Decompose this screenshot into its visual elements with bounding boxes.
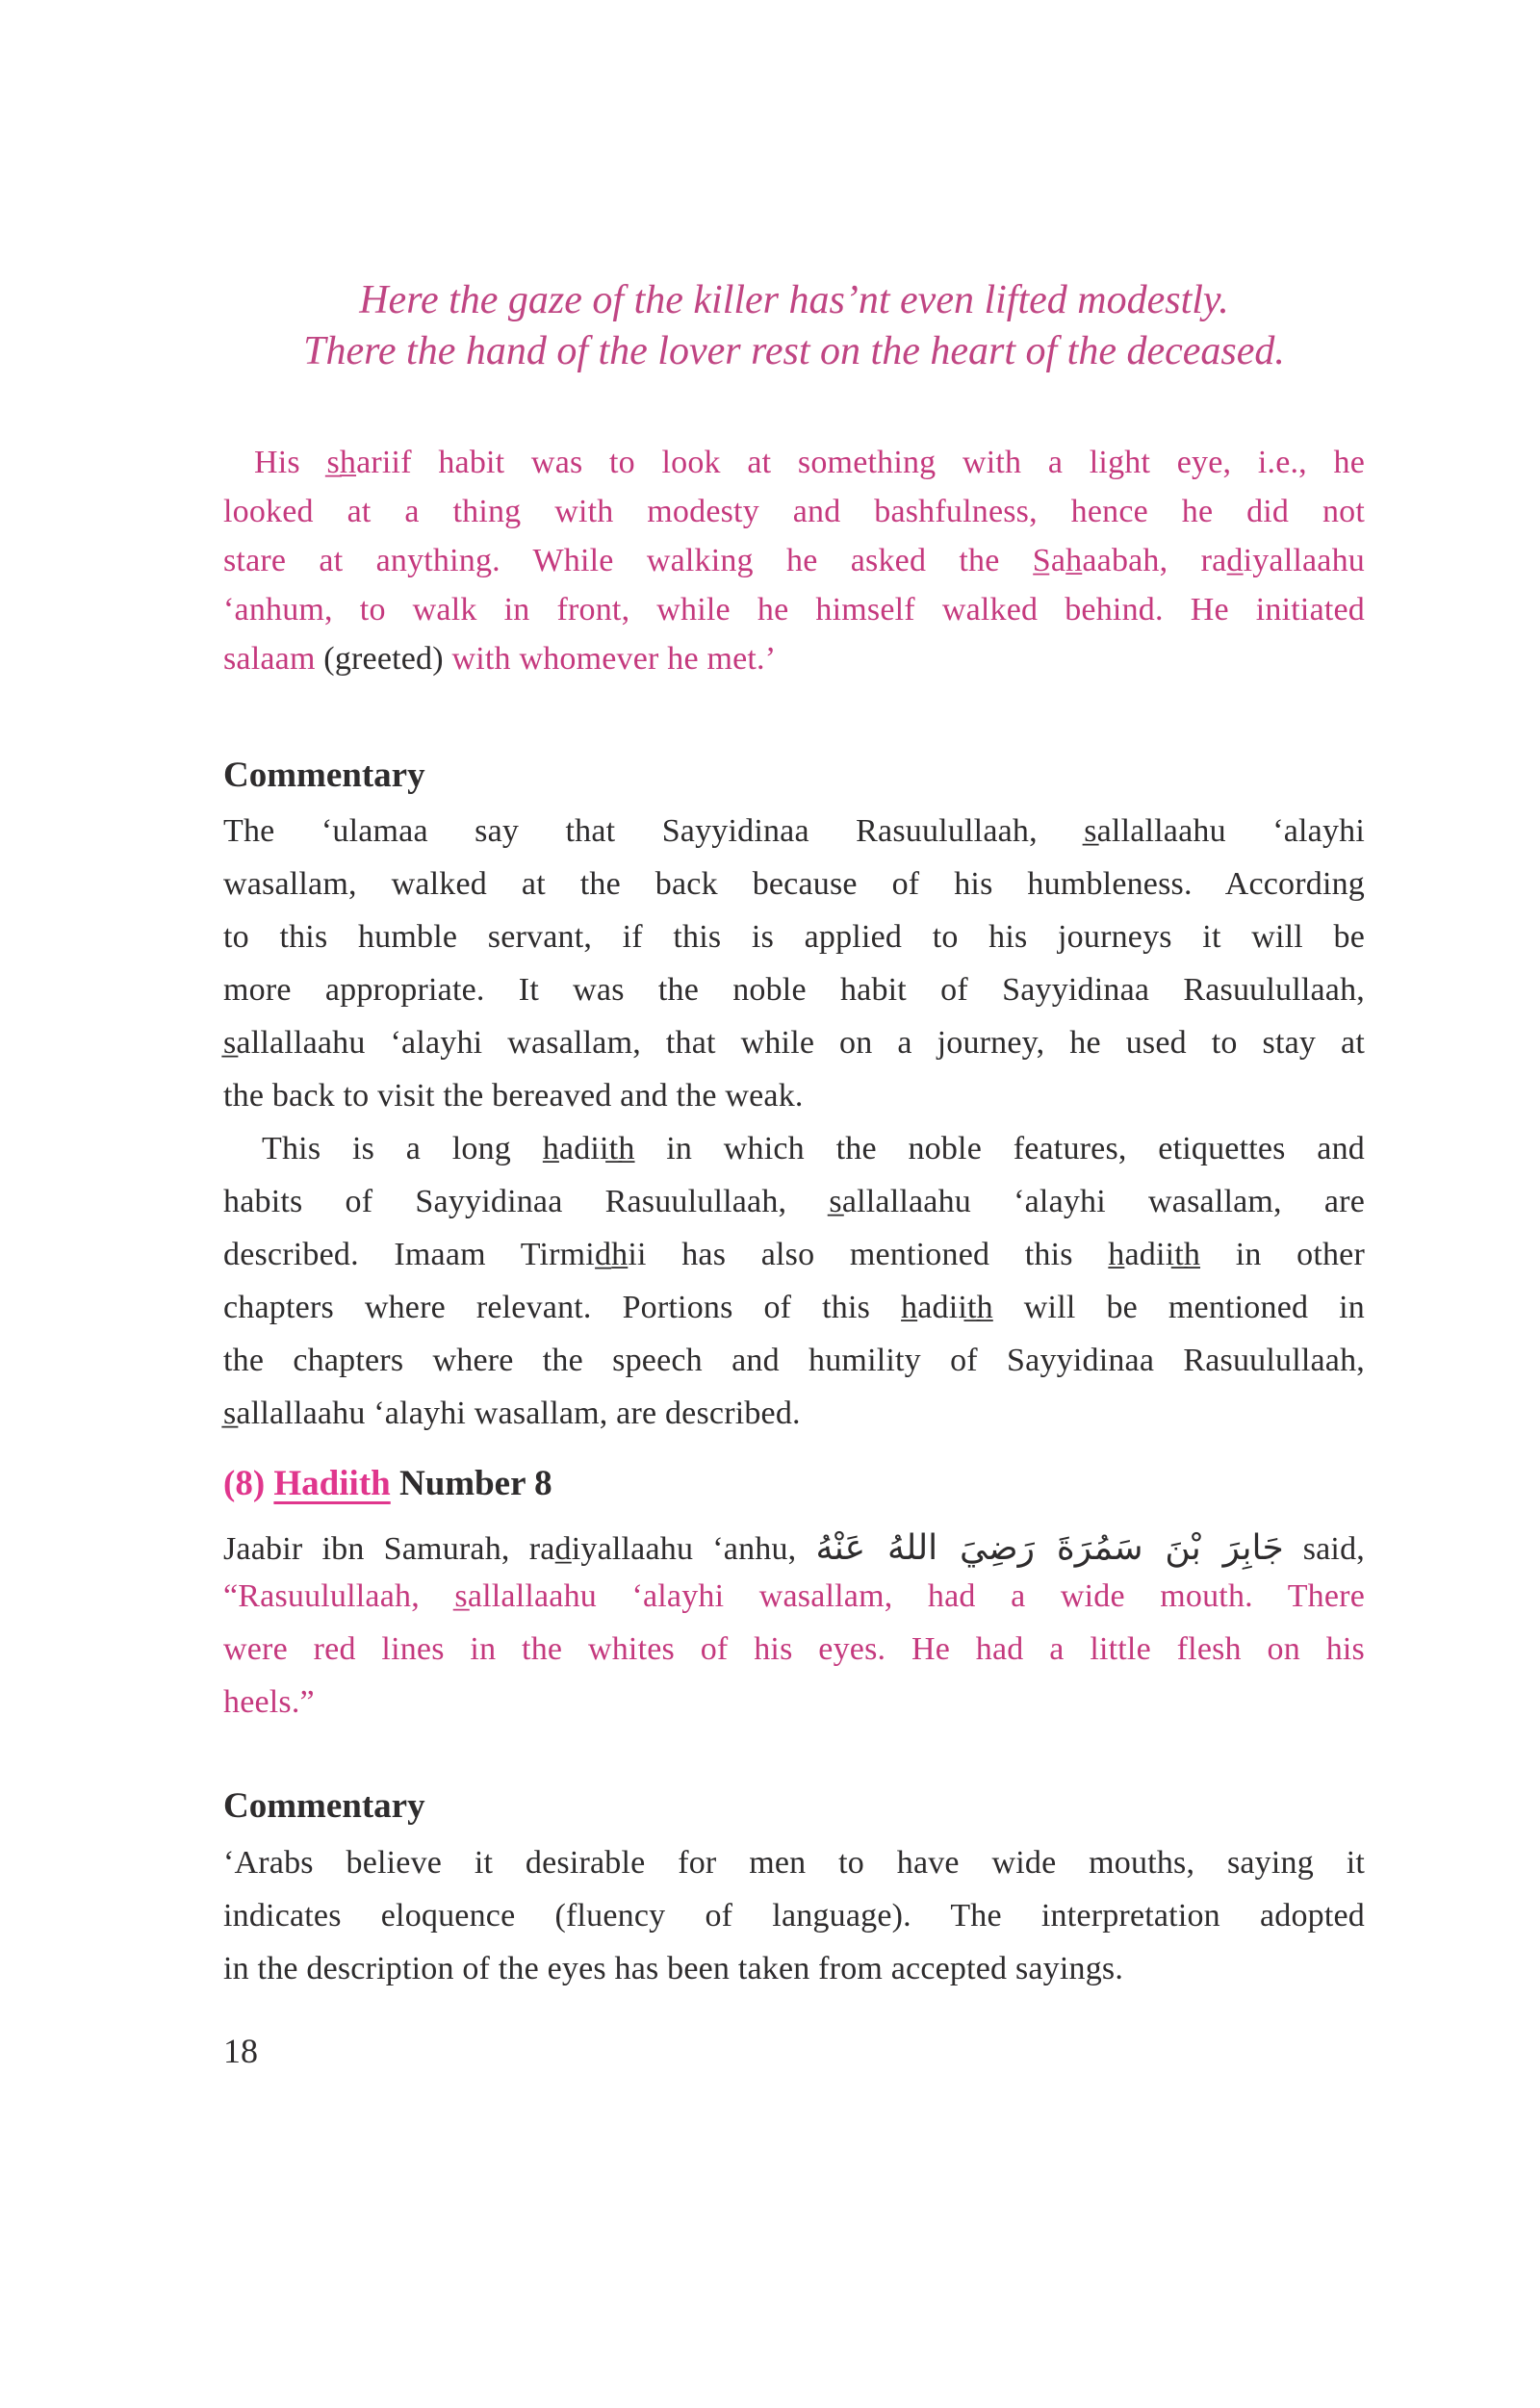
translation-paragraph: [223, 438, 1365, 683]
narrator-line: [223, 1522, 1365, 1575]
paragraph-run-pink: salaam: [223, 641, 324, 677]
commentary-2-paragraph: [223, 1836, 1365, 1995]
paragraph-run-black: (greeted): [323, 641, 444, 677]
paragraph-line: “Rasuulullaah, s̲allallaahu ‘alayhi wasallam, had a wide mouth. There: [223, 1578, 1365, 1614]
verse-line-1: Here the gaze of the killer has’nt even lifted modestly.: [359, 278, 1229, 322]
paragraph-line-mixed: [223, 634, 1365, 683]
paragraph-line: habits of Sayyidinaa Rasuulullaah, s̲allallaahu ‘alayhi wasallam, are: [223, 1184, 1365, 1219]
narrator-english-start: Jaabir ibn Samurah, rad̲iyallaahu ‘anhu,: [223, 1531, 816, 1567]
hadith-number: (8): [223, 1464, 274, 1503]
paragraph-line: looked at a thing with modesty and bashfulness, hence he did not: [223, 494, 1365, 529]
verse-couplet: [223, 275, 1365, 377]
paragraph-line: chapters where relevant. Portions of this h̲adiit̲h̲ will be mentioned in: [223, 1290, 1365, 1325]
paragraph-line: s̲allallaahu ‘alayhi wasallam, are described.: [223, 1396, 801, 1431]
paragraph-line: described. Imaam Tirmid̲h̲ii has also mentioned this h̲adiit̲h̲ in other: [223, 1237, 1365, 1272]
paragraph-line: more appropriate. It was the noble habit of Sayyidinaa Rasuulullaah,: [223, 972, 1365, 1008]
paragraph-line: ‘anhum, to walk in front, while he himself walked behind. He initiated: [223, 592, 1365, 628]
page-number: 18: [223, 2032, 258, 2070]
commentary-1-paragraph-a: [223, 805, 1365, 1122]
narrator-english-end: said,: [1283, 1531, 1365, 1567]
paragraph-line: the chapters where the speech and humility of Sayyidinaa Rasuulullaah,: [223, 1343, 1365, 1378]
paragraph-line: stare at anything. While walking he asked the S̲ah̲aabah, rad̲iyallaahu: [223, 543, 1365, 578]
commentary-heading-2: Commentary: [223, 1786, 425, 1826]
hadith-8-heading: [223, 1463, 1365, 1505]
paragraph-line: to this humble servant, if this is applied to his journeys it will be: [223, 919, 1365, 955]
paragraph-line: wasallam, walked at the back because of his humbleness. According: [223, 866, 1365, 902]
paragraph-line: This is a long h̲adiit̲h̲ in which the noble features, etiquettes and: [262, 1131, 1365, 1166]
paragraph-line: His s̲h̲ariif habit was to look at something with a light eye, i.e., he: [254, 445, 1365, 480]
paragraph-run-pink: with whomever he met.’: [443, 641, 777, 677]
arabic-phrase: جَابِرَ بْنَ سَمُرَةَ رَضِيَ اللهُ عَنْهُ: [815, 1528, 1284, 1568]
paragraph-line: ‘Arabs believe it desirable for men to have wide mouths, saying it: [223, 1845, 1365, 1881]
commentary-1-paragraph-b: [223, 1122, 1365, 1440]
paragraph-line: the back to visit the bereaved and the weak.: [223, 1078, 804, 1114]
paragraph-line: s̲allallaahu ‘alayhi wasallam, that while on a journey, he used to stay at: [223, 1025, 1365, 1061]
paragraph-line: in the description of the eyes has been taken from accepted sayings.: [223, 1951, 1124, 1986]
paragraph-line: indicates eloquence (fluency of language). The interpretation adopted: [223, 1898, 1365, 1934]
paragraph-line: heels.”: [223, 1684, 315, 1720]
commentary-heading-1: Commentary: [223, 756, 425, 795]
verse-line-2: There the hand of the lover rest on the heart of the deceased.: [303, 329, 1285, 373]
paragraph-line: were red lines in the whites of his eyes. He had a little flesh on his: [223, 1631, 1365, 1667]
hadith-quote-paragraph: [223, 1570, 1365, 1729]
hadith-word-underlined: Hadiith: [273, 1464, 391, 1503]
hadith-heading-rest: Number 8: [390, 1464, 552, 1503]
paragraph-line: The ‘ulamaa say that Sayyidinaa Rasuulullaah, s̲allallaahu ‘alayhi: [223, 813, 1365, 849]
